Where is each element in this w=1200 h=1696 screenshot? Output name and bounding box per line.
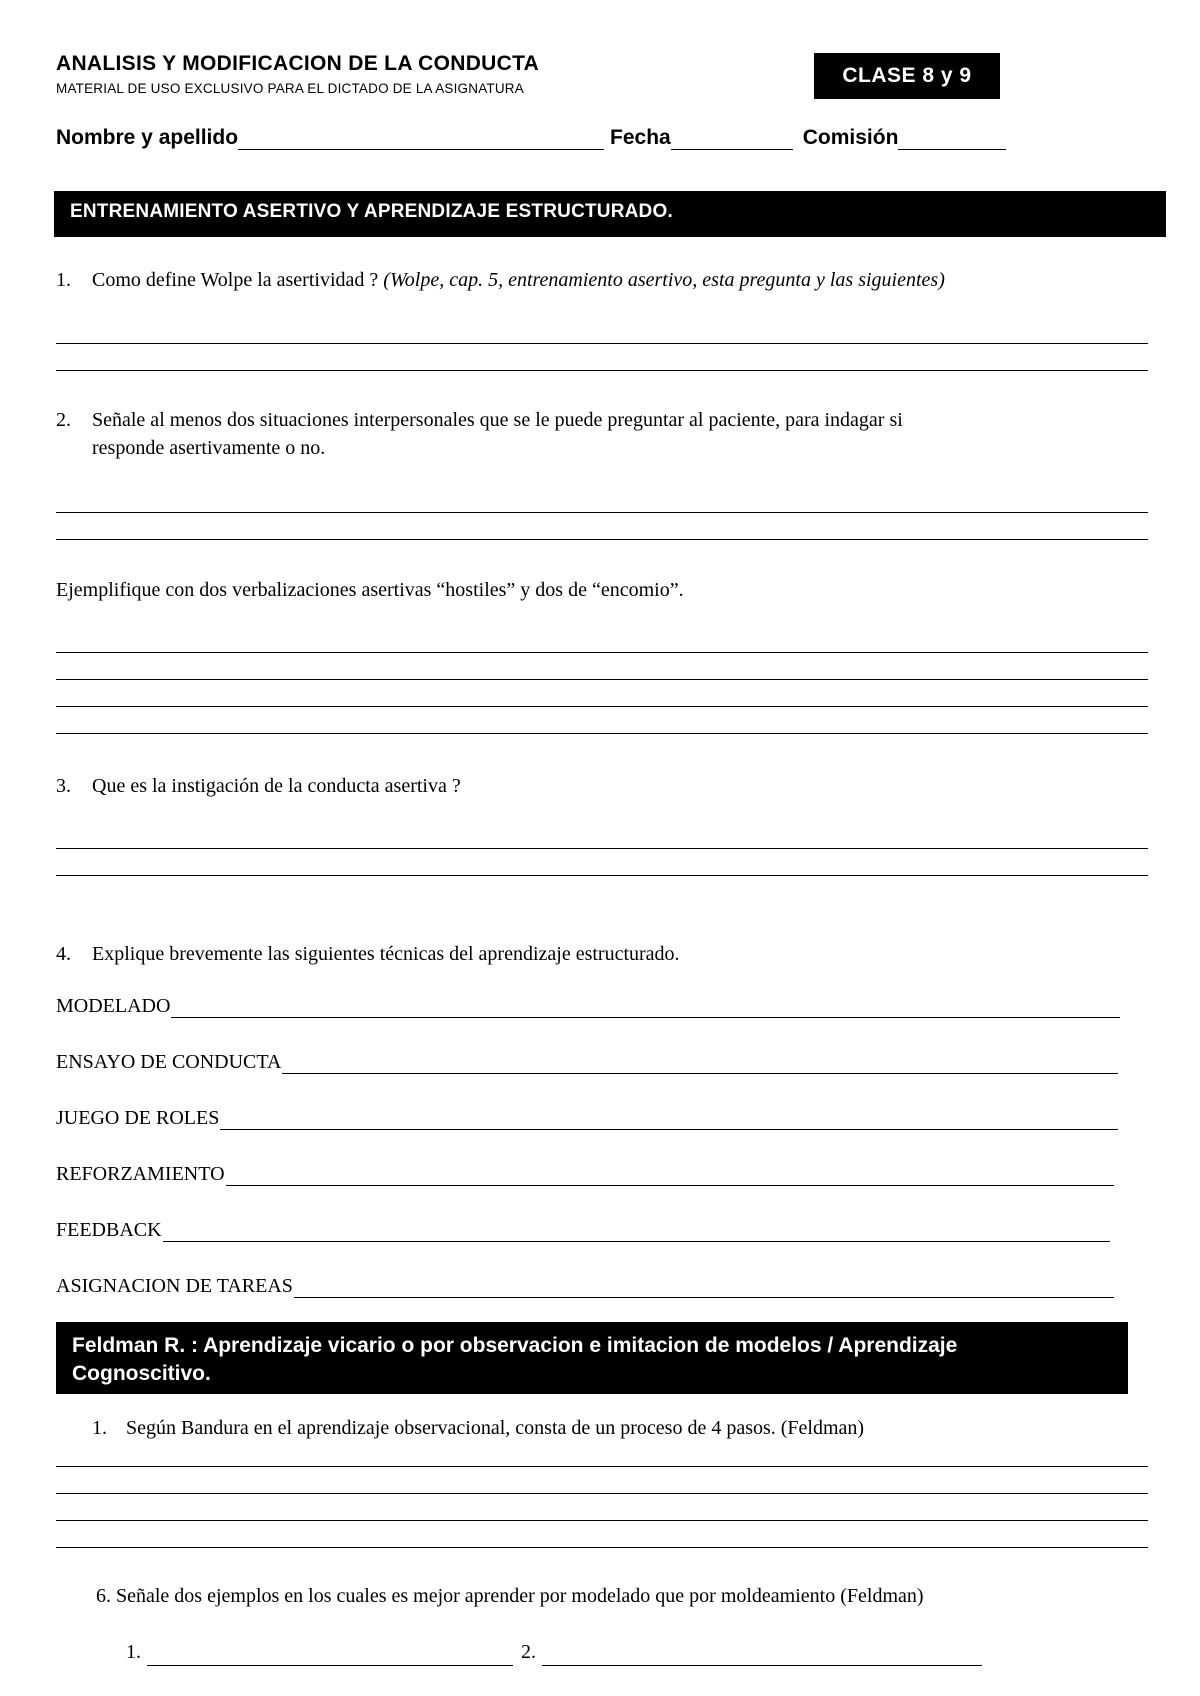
technique-label: JUEGO DE ROLES xyxy=(56,1107,220,1129)
question-4-text: Explique brevemente las siguientes técnicas del aprendizaje estructurado. xyxy=(92,943,680,965)
question-1-note: (Wolpe, cap. 5, entrenamiento asertivo, esta pregunta y las siguientes) xyxy=(383,269,945,291)
example-prompt: Ejemplifique con dos verbalizaciones asertivas “hostiles” y dos de “encomio”. xyxy=(56,579,684,601)
question-4-number: 4. xyxy=(56,943,71,965)
answer-1-label: 1. xyxy=(126,1641,141,1663)
question-3-text: Que es la instigación de la conducta asertiva ? xyxy=(92,775,461,797)
question-2-line-2: responde asertivamente o no. xyxy=(92,437,326,459)
answer-line[interactable] xyxy=(56,343,1148,344)
answer-line[interactable] xyxy=(56,848,1148,849)
example-answers-row xyxy=(126,1638,982,1666)
answer-1-field[interactable] xyxy=(147,1645,513,1666)
answer-line[interactable] xyxy=(56,875,1148,876)
technique-label: MODELADO xyxy=(56,995,171,1017)
date-field[interactable] xyxy=(671,127,793,150)
question-3-number: 3. xyxy=(56,775,71,797)
technique-modelado xyxy=(56,995,1120,1018)
clase-badge: CLASE 8 y 9 xyxy=(814,53,1000,99)
student-info-row xyxy=(56,126,1006,150)
technique-answer-field[interactable] xyxy=(171,997,1120,1018)
question-1-text: Como define Wolpe la asertividad ? xyxy=(92,269,384,291)
technique-asignacion-de-tareas xyxy=(56,1275,1114,1298)
answer-line[interactable] xyxy=(56,1466,1148,1467)
technique-answer-field[interactable] xyxy=(163,1221,1110,1242)
section-vicarious-learning-title xyxy=(56,1322,1128,1394)
answer-line[interactable] xyxy=(56,1493,1148,1494)
section-title-line-2: Cognoscitivo. xyxy=(72,1362,211,1385)
answer-line[interactable] xyxy=(56,512,1148,513)
technique-label: ENSAYO DE CONDUCTA xyxy=(56,1051,282,1073)
technique-feedback xyxy=(56,1219,1110,1242)
section-assertive-training-title: ENTRENAMIENTO ASERTIVO Y APRENDIZAJE ESTRUCTURADO. xyxy=(54,191,1166,237)
question-1 xyxy=(92,266,945,294)
commission-label: Comisión xyxy=(802,126,899,149)
date-label: Fecha xyxy=(610,126,671,149)
document-subtitle: MATERIAL DE USO EXCLUSIVO PARA EL DICTADO DE LA ASIGNATURA xyxy=(56,81,524,96)
answer-line[interactable] xyxy=(56,652,1148,653)
answer-line[interactable] xyxy=(56,539,1148,540)
question-2-line-1: Señale al menos dos situaciones interpersonales que se le puede preguntar al paciente, para indagar si xyxy=(92,409,903,431)
answer-line[interactable] xyxy=(56,706,1148,707)
answer-line[interactable] xyxy=(56,370,1148,371)
technique-reforzamiento xyxy=(56,1163,1114,1186)
answer-2-label: 2. xyxy=(521,1641,536,1663)
feldman-question-1-text: Según Bandura en el aprendizaje observacional, consta de un proceso de 4 pasos. (Feldman) xyxy=(126,1417,865,1439)
document-title: ANALISIS Y MODIFICACION DE LA CONDUCTA xyxy=(56,52,540,75)
question-1-number: 1. xyxy=(56,269,71,291)
technique-answer-field[interactable] xyxy=(282,1053,1118,1074)
feldman-question-1-number: 1. xyxy=(92,1417,107,1439)
answer-2-field[interactable] xyxy=(542,1645,982,1666)
technique-ensayo-de-conducta xyxy=(56,1051,1118,1074)
technique-answer-field[interactable] xyxy=(220,1109,1118,1130)
commission-field[interactable] xyxy=(898,127,1006,150)
feldman-question-6-text: 6. Señale dos ejemplos en los cuales es mejor aprender por modelado que por moldeamiento (Feldman) xyxy=(96,1585,924,1607)
technique-label: ASIGNACION DE TAREAS xyxy=(56,1275,293,1297)
technique-label: FEEDBACK xyxy=(56,1219,162,1241)
answer-line[interactable] xyxy=(56,679,1148,680)
technique-label: REFORZAMIENTO xyxy=(56,1163,225,1185)
name-field[interactable] xyxy=(238,127,604,150)
answer-line[interactable] xyxy=(56,1520,1148,1521)
section-title-line-1: Feldman R. : Aprendizaje vicario o por observacion e imitacion de modelos / Aprendizaje xyxy=(72,1334,958,1357)
answer-line[interactable] xyxy=(56,1547,1148,1548)
question-2-number: 2. xyxy=(56,409,71,431)
technique-juego-de-roles xyxy=(56,1107,1118,1130)
name-label: Nombre y apellido xyxy=(56,126,239,149)
technique-answer-field[interactable] xyxy=(226,1165,1114,1186)
technique-answer-field[interactable] xyxy=(294,1277,1114,1298)
answer-line[interactable] xyxy=(56,733,1148,734)
